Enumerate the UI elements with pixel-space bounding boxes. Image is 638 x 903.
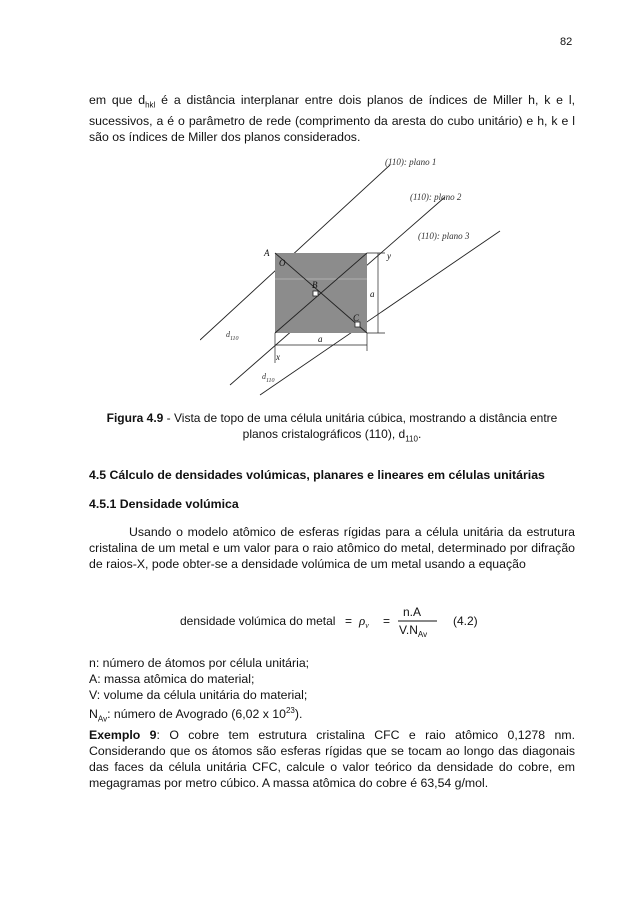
d110-label-2: $d_{110}$ (262, 372, 275, 384)
caption-subscript: 110 (405, 434, 418, 444)
equation-equals-2: = (383, 614, 391, 628)
example-paragraph (89, 727, 575, 791)
x-label: x (276, 352, 280, 362)
legend-nav: $N_{Av}$: número de Avogrado (6,02 x $10^{23}$). (89, 706, 303, 724)
body-paragraph: Usando o modelo atômico de esferas rígidas para a célula unitária da estrutura cristalina de um metal e um valor para o raio atômico do metal, determinado por difração de raios-X, pode obter-se a densidade volúmica de um metal usando a equação (89, 525, 575, 571)
page-number: 82 (560, 36, 573, 48)
caption-label: Figura 4.9 (106, 411, 164, 425)
figure-caption (89, 410, 575, 447)
point-a-label: A (264, 248, 270, 258)
equation-numerator: n.A (403, 605, 422, 619)
point-b-marker (313, 291, 318, 296)
intro-subscript: hkl (145, 100, 156, 110)
point-c-label: C (353, 313, 360, 323)
y-label: y (387, 251, 391, 261)
plane-2-label: (110): plano 2 (410, 192, 462, 202)
equation-4-2 (175, 601, 535, 639)
variable-legend (89, 655, 309, 728)
equation-rho: $\rho_v$ (359, 613, 369, 630)
d110-label-1: $d_{110}$ (226, 330, 239, 342)
intro-paragraph (89, 92, 575, 145)
point-o-label: O (279, 258, 286, 268)
plane-1-label: (110): plano 1 (385, 157, 437, 167)
legend-a: A: massa atômica do material; (89, 672, 255, 686)
intro-text-start: em que d (89, 93, 146, 107)
intro-text-end: é a distância interplanar entre dois planos de índices de Miller h, k e l, sucessivos, a é o parâmetro de rede (comprimento da aresta do cubo unitário) e h, k e l são os índices de Miller dos planos considerados. (89, 93, 576, 145)
a-vertical-label: a (370, 289, 375, 299)
equation-lhs: densidade volúmica do metal (180, 614, 336, 628)
equation-equals-1: = (345, 614, 353, 628)
legend-v: V: volume da célula unitária do material; (89, 688, 308, 702)
equation-number: (4.2) (453, 614, 478, 628)
subsection-title: 4.5.1 Densidade volúmica (89, 497, 239, 511)
plane-3-label: (110): plano 3 (418, 231, 470, 241)
point-b-label: B (312, 280, 318, 290)
section-title: 4.5 Cálculo de densidades volúmicas, planares e lineares em células unitárias (89, 468, 545, 482)
caption-end: . (417, 427, 422, 441)
figure-cubic-cell-diagram (200, 155, 520, 400)
a-horizontal-label: a (318, 334, 323, 344)
legend-n: n: número de átomos por célula unitária; (89, 656, 310, 670)
equation-denominator: $V.N_{Av}$ (399, 623, 428, 639)
example-label: Exemplo 9 (89, 728, 157, 742)
caption-text: - Vista de topo de uma célula unitária cúbica, mostrando a distância entre planos cristalográficos (110), d (163, 411, 558, 441)
example-text: : O cobre tem estrutura cristalina CFC e raio atômico 0,1278 nm. Considerando que os átomos são esferas rígidas que se tocam ao longo das diagonais das faces da célula unitária CFC, calcule o valor teórico da densidade do cobre, em megagramas por metro cúbico. A massa atômica do cobre é 63,54 g/mol. (89, 728, 575, 790)
